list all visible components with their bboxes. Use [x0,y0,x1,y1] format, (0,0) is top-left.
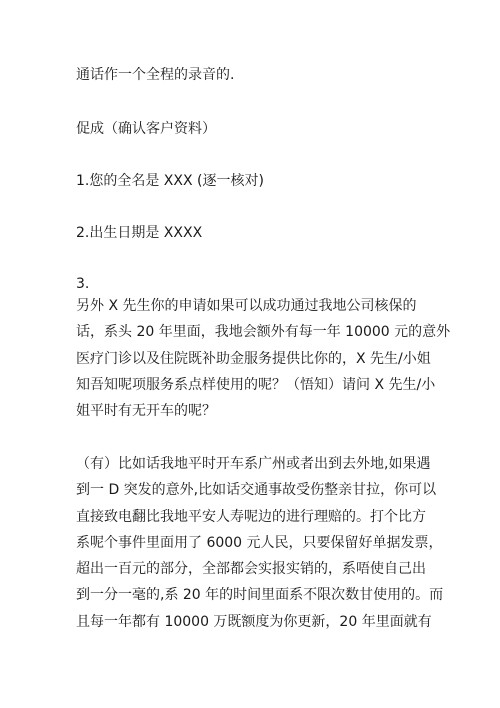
paragraph-1-line: 医疗门诊以及住院既补助金服务提供比你的，X 先生/小姐 [76,350,431,367]
intro-line: 通话作一个全程的录音的. [76,67,235,83]
paragraph-2-line: 到一 D 突发的意外,比如话交通事故受伤整亲甘拉，你可以 [76,482,437,499]
paragraph-1-line: 另外 X 先生你的申请如果可以成功通过我地公司核保的 [76,298,417,314]
paragraph-2-line: 到一分一毫的,系 20 年的时间里面系不限次数甘使用的。而 [76,587,444,604]
paragraph-2-line: 超出一百元的部分，全部都会实报实销的，系唔使自己出 [76,561,426,578]
section-heading: 促成（确认客户资料） [76,121,216,137]
paragraph-2-line: 直接致电翻比我地平安人寿呢边的进行理赔的。打个比方 [76,508,426,525]
paragraph-2-line: 且每一年都有 10000 万既额度为你更新，20 年里面就有 [76,613,432,630]
paragraph-1-line: 话，系头 20 年里面，我地会额外有每一年 10000 元的意外 [76,324,451,341]
paragraph-1-line: 姐平时有无开车的呢？ [76,403,216,420]
paragraph-1 [76,293,451,424]
paragraph-2-line: （有）比如话我地平时开车系广州或者出到去外地,如果遇 [76,456,431,472]
paragraph-1-line: 知吾知呢项服务系点样使用的呢？（悟知）请问 X 先生/小 [76,376,436,393]
question-3-number: 3. [76,276,90,292]
paragraph-2 [76,451,444,635]
question-2: 2.出生日期是 XXXX [76,225,203,241]
question-1: 1.您的全名是 XXX (逐一核对) [76,173,264,189]
paragraph-2-line: 系呢个事件里面用了 6000 元人民，只要保留好单据发票， [76,534,443,551]
